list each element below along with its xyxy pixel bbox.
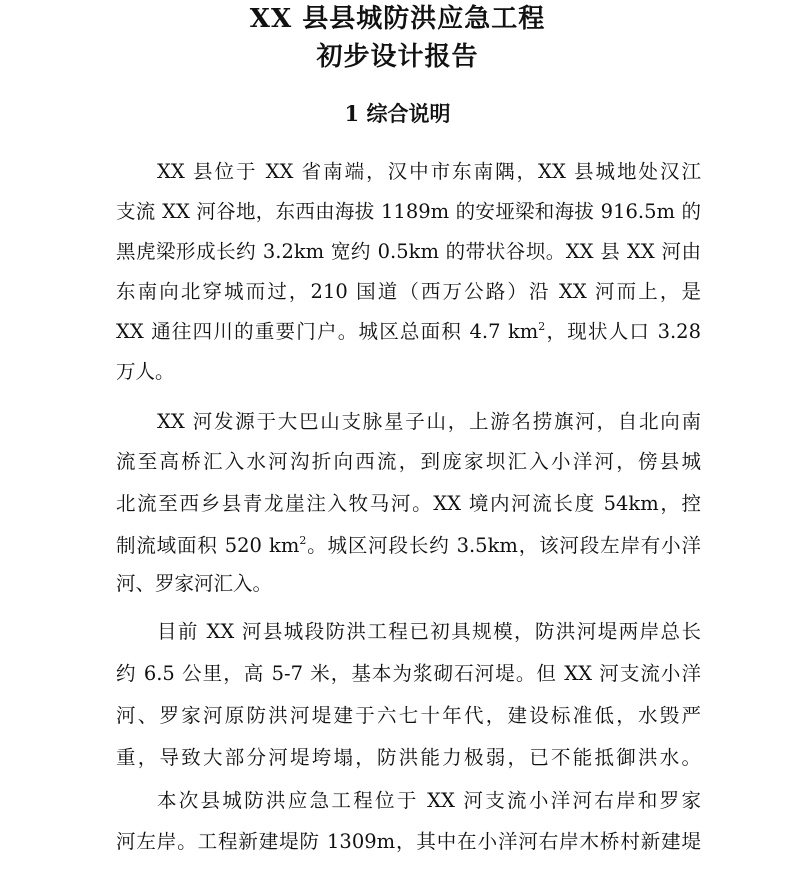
paragraph-line: 河、罗家河汇入。 bbox=[116, 572, 273, 595]
paragraph-line: 支流 XX 河谷地，东西由海拔 1189m 的安垭梁和海拔 916.5m 的 bbox=[116, 200, 701, 223]
paragraph-line bbox=[116, 527, 701, 565]
paragraph-line: 东南向北穿城而过，210 国道（西万公路）沿 XX 河而上，是 bbox=[116, 280, 701, 303]
paragraph-line: XX 县位于 XX 省南端，汉中市东南隅，XX 县城地处汉江 bbox=[157, 160, 701, 183]
paragraph-line: 本次县城防洪应急工程位于 XX 河支流小洋河右岸和罗家 bbox=[157, 789, 701, 812]
line-text: ，现状人口 3.28 bbox=[545, 320, 701, 343]
paragraph-line bbox=[116, 313, 701, 351]
paragraph-line: 约 6.5 公里，高 5-7 米，基本为浆砌石河堤。但 XX 河支流小洋 bbox=[116, 662, 701, 685]
line-text: XX 通往四川的重要门户。城区总面积 4.7 km bbox=[116, 320, 539, 343]
superscript: 2 bbox=[538, 320, 546, 333]
paragraph-line: 河、罗家河原防洪河堤建于六七十年代，建设标准低，水毁严 bbox=[116, 704, 701, 727]
paragraph-line: 黑虎梁形成长约 3.2km 宽约 0.5km 的带状谷坝。XX 县 XX 河由 bbox=[116, 240, 701, 263]
paragraph-line: 流至高桥汇入水河沟折向西流，到庞家坝汇入小洋河，傍县城 bbox=[116, 450, 701, 473]
document-subtitle: 初步设计报告 bbox=[316, 42, 479, 72]
paragraph-line: 万人。 bbox=[116, 360, 175, 383]
superscript: 2 bbox=[299, 534, 307, 547]
line-text: 制流域面积 520 km bbox=[116, 534, 300, 557]
paragraph-line: 河左岸。工程新建堤防 1309m，其中在小洋河右岸木桥村新建堤 bbox=[116, 830, 701, 853]
document-title: XX 县县城防洪应急工程 bbox=[249, 4, 546, 34]
line-text: 。城区河段长约 3.5km，该河段左岸有小洋 bbox=[306, 534, 701, 557]
paragraph-line: XX 河发源于大巴山支脉星子山，上游名捞旗河，自北向南 bbox=[157, 410, 701, 433]
paragraph-line: 重，导致大部分河堤垮塌，防洪能力极弱，已不能抵御洪水。 bbox=[116, 746, 701, 769]
section-heading: 1 综合说明 bbox=[344, 101, 451, 126]
paragraph-line: 北流至西乡县青龙崖注入牧马河。XX 境内河流长度 54km，控 bbox=[116, 492, 701, 515]
paragraph-line: 目前 XX 河县城段防洪工程已初具规模，防洪河堤两岸总长 bbox=[157, 620, 701, 643]
